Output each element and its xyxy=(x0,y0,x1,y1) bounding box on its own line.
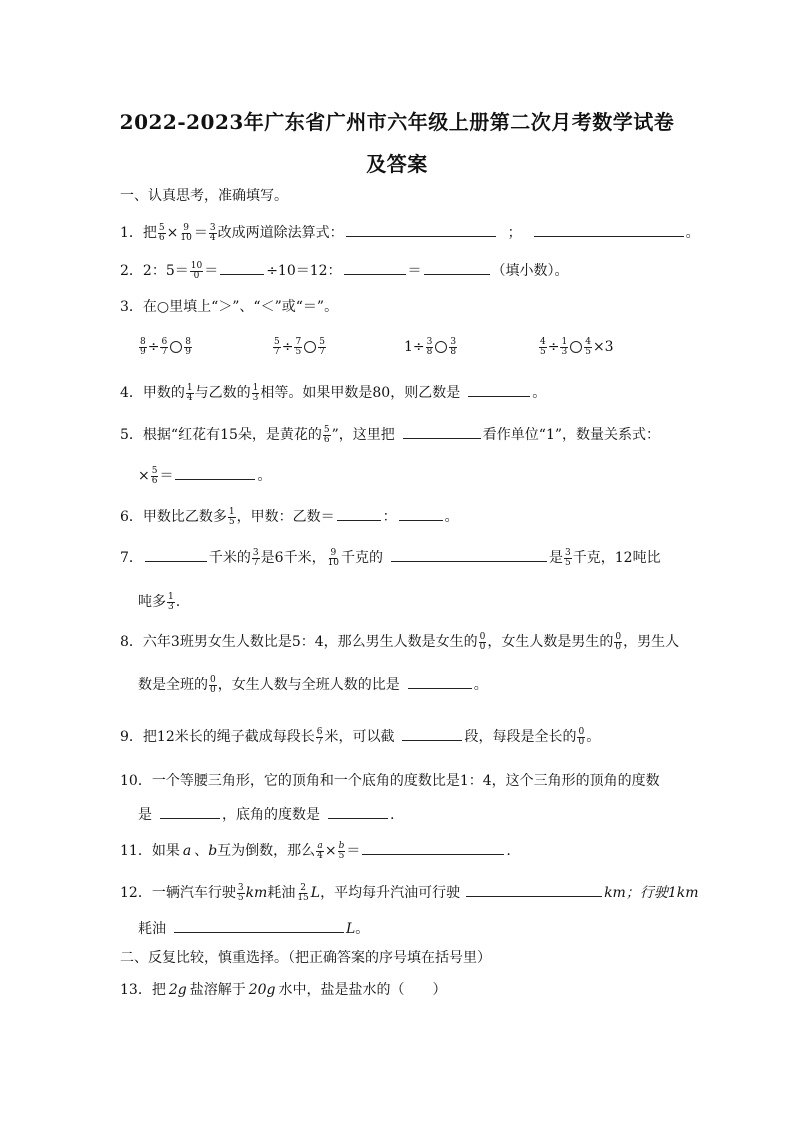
fraction: $\frac{0}{0}$ xyxy=(615,631,622,652)
compare-item: $\frac{5}{7}$ ÷ $\frac{7}{5}$ $\frac{5}{7}$ xyxy=(274,336,325,357)
fraction: $\frac{3}{7}$ xyxy=(252,547,259,568)
page-title-line2: 及答案 xyxy=(366,152,428,176)
fraction: $\frac{3}{8}$ xyxy=(426,336,433,357)
compare-circle[interactable] xyxy=(304,341,316,353)
question-5: 5．根据“红花有15朵，是黄花的 $\frac{5}{6}$ ”，这里把 看作单位“1”，数量关系式： xyxy=(120,424,661,445)
question-13: 13．把 2g 盐溶解于 20g 水中，盐是盐水的（ ） xyxy=(120,982,447,998)
answer-blank[interactable] xyxy=(175,465,255,480)
fraction: $\frac{8}{9}$ xyxy=(140,336,146,357)
question-10: 10．一个等腰三角形，它的顶角和一个底角的度数比是1：4，这个三角形的顶角的度数 xyxy=(120,773,660,789)
fraction: $\frac{6}{7}$ xyxy=(316,726,323,747)
fraction: $\frac{1}{5}$ xyxy=(228,506,235,527)
answer-blank[interactable] xyxy=(534,222,684,237)
fraction: $\frac{1}{3}$ xyxy=(252,382,259,403)
question-3: 3．在○里填上“＞”、“＜”或“＝”。 xyxy=(120,299,339,315)
answer-blank[interactable] xyxy=(337,506,381,521)
question-5-cont: × $\frac{5}{6}$ ＝ 。 xyxy=(138,465,272,486)
fraction: $\frac{5}{6}$ xyxy=(158,222,165,243)
fraction: $\frac{a}{4}$ xyxy=(317,840,323,861)
fraction: $\frac{4}{5}$ xyxy=(585,336,591,357)
fraction: $\frac{5}{6}$ xyxy=(151,465,158,486)
answer-blank[interactable] xyxy=(408,674,472,689)
answer-blank[interactable] xyxy=(424,260,490,275)
fraction: $\frac{4}{5}$ xyxy=(540,336,546,357)
fraction: $\frac{6}{7}$ xyxy=(161,336,168,357)
answer-blank[interactable] xyxy=(403,424,481,439)
compare-circle[interactable] xyxy=(435,341,447,353)
question-11: 11．如果 a 、b互为倒数，那么 $\frac{a}{4}$ × $\frac{b}{5}$ ＝ . xyxy=(120,840,511,861)
question-7: 7． 千米的 $\frac{3}{7}$ 是6千米， $\frac{9}{10}$ 千克的 是 $\frac{3}{5}$ 千克，12吨比 xyxy=(120,547,661,568)
fraction: $\frac{10}{0}$ xyxy=(190,260,203,281)
answer-blank[interactable] xyxy=(399,506,443,521)
fraction: $\frac{1}{4}$ xyxy=(186,382,193,403)
fraction: $\frac{3}{5}$ xyxy=(237,882,244,903)
page-title: 2022-2023年广东省广州市六年级上册第二次月考数学试卷 xyxy=(119,110,675,134)
question-12-cont: 耗油 L。 xyxy=(138,918,369,939)
question-9: 9．把12米长的绳子截成每段长 $\frac{6}{7}$ 米，可以截 段，每段是全长的 $\frac{0}{0}$ 。 xyxy=(120,726,601,747)
compare-circle[interactable] xyxy=(170,341,182,353)
q1-text: 1．把 xyxy=(120,225,157,241)
question-1: 1．把 $\frac{5}{6}$ × $\frac{9}{10}$ ＝ $\frac{3}{4}$ 改成两道除法算式： ； 。 xyxy=(120,222,700,243)
answer-blank[interactable] xyxy=(174,918,344,933)
question-10-cont: 是 ，底角的度数是 . xyxy=(138,804,394,825)
answer-blank[interactable] xyxy=(468,382,530,397)
fraction: $\frac{3}{5}$ xyxy=(565,547,571,568)
question-4: 4．甲数的 $\frac{1}{4}$ 与乙数的 $\frac{1}{3}$ 相等。如果甲数是80，则乙数是 。 xyxy=(120,382,547,403)
answer-blank[interactable] xyxy=(328,804,388,819)
section-heading-2: 二、反复比较，慎重选择。（把正确答案的序号填在括号里） xyxy=(120,950,491,966)
question-7-cont: 吨多 $\frac{1}{3}$ . xyxy=(138,591,181,612)
fraction: $\frac{b}{5}$ xyxy=(338,840,345,861)
answer-blank[interactable] xyxy=(160,804,220,819)
fraction: $\frac{3}{8}$ xyxy=(450,336,457,357)
compare-item: 1÷ $\frac{3}{8}$ $\frac{3}{8}$ xyxy=(404,336,457,357)
question-8: 8．六年3班男女生人数比是5：4，那么男生人数是女生的 $\frac{0}{0}$ ，女生人数是男生的 $\frac{0}{0}$ ，男生人 xyxy=(120,631,680,652)
fraction: $\frac{5}{6}$ xyxy=(323,424,330,445)
answer-blank[interactable] xyxy=(145,547,207,562)
question-12: 12．一辆汽车行驶 $\frac{3}{5}$ km耗油 $\frac{2}{15}$ L，平均每升汽油可行驶 km；行驶1km xyxy=(120,882,699,903)
answer-blank[interactable] xyxy=(346,222,496,237)
fraction: $\frac{8}{9}$ xyxy=(185,336,191,357)
fraction: $\frac{5}{7}$ xyxy=(319,336,325,357)
answer-blank[interactable] xyxy=(391,547,547,562)
fraction: $\frac{9}{10}$ xyxy=(180,222,192,243)
compare-circle[interactable] xyxy=(570,341,582,353)
question-2: 2．2：5＝ $\frac{10}{0}$ ＝ ÷10＝12： ＝ （填小数）。 xyxy=(120,260,569,281)
q1-text: 改成两道除法算式： xyxy=(217,225,344,241)
answer-blank[interactable] xyxy=(466,882,602,897)
fraction: $\frac{2}{15}$ xyxy=(297,882,309,903)
fraction: $\frac{7}{5}$ xyxy=(295,336,302,357)
section-heading: 一、认真思考，准确填写。 xyxy=(120,188,288,204)
fraction: $\frac{9}{10}$ xyxy=(327,547,340,568)
fraction: $\frac{1}{3}$ xyxy=(168,591,174,612)
answer-blank[interactable] xyxy=(344,260,406,275)
answer-blank[interactable] xyxy=(362,840,504,855)
compare-item: $\frac{8}{9}$ ÷ $\frac{6}{7}$ $\frac{8}{9}$ xyxy=(140,336,191,357)
fraction: $\frac{0}{0}$ xyxy=(479,631,486,652)
fraction: $\frac{5}{7}$ xyxy=(274,336,280,357)
fraction: $\frac{0}{0}$ xyxy=(578,726,585,747)
answer-blank[interactable] xyxy=(402,726,462,741)
fraction: $\frac{1}{3}$ xyxy=(561,336,568,357)
answer-blank[interactable] xyxy=(220,260,264,275)
compare-item: $\frac{4}{5}$ ÷ $\frac{1}{3}$ $\frac{4}{5}$ ×3 xyxy=(540,336,614,357)
question-8-cont: 数是全班的 $\frac{0}{0}$ ，女生人数与全班人数的比是 。 xyxy=(138,674,488,695)
fraction: $\frac{3}{4}$ xyxy=(209,222,216,243)
fraction: $\frac{0}{0}$ xyxy=(210,674,216,695)
question-6: 6．甲数比乙数多 $\frac{1}{5}$ ，甲数：乙数＝ ： 。 xyxy=(120,506,459,527)
